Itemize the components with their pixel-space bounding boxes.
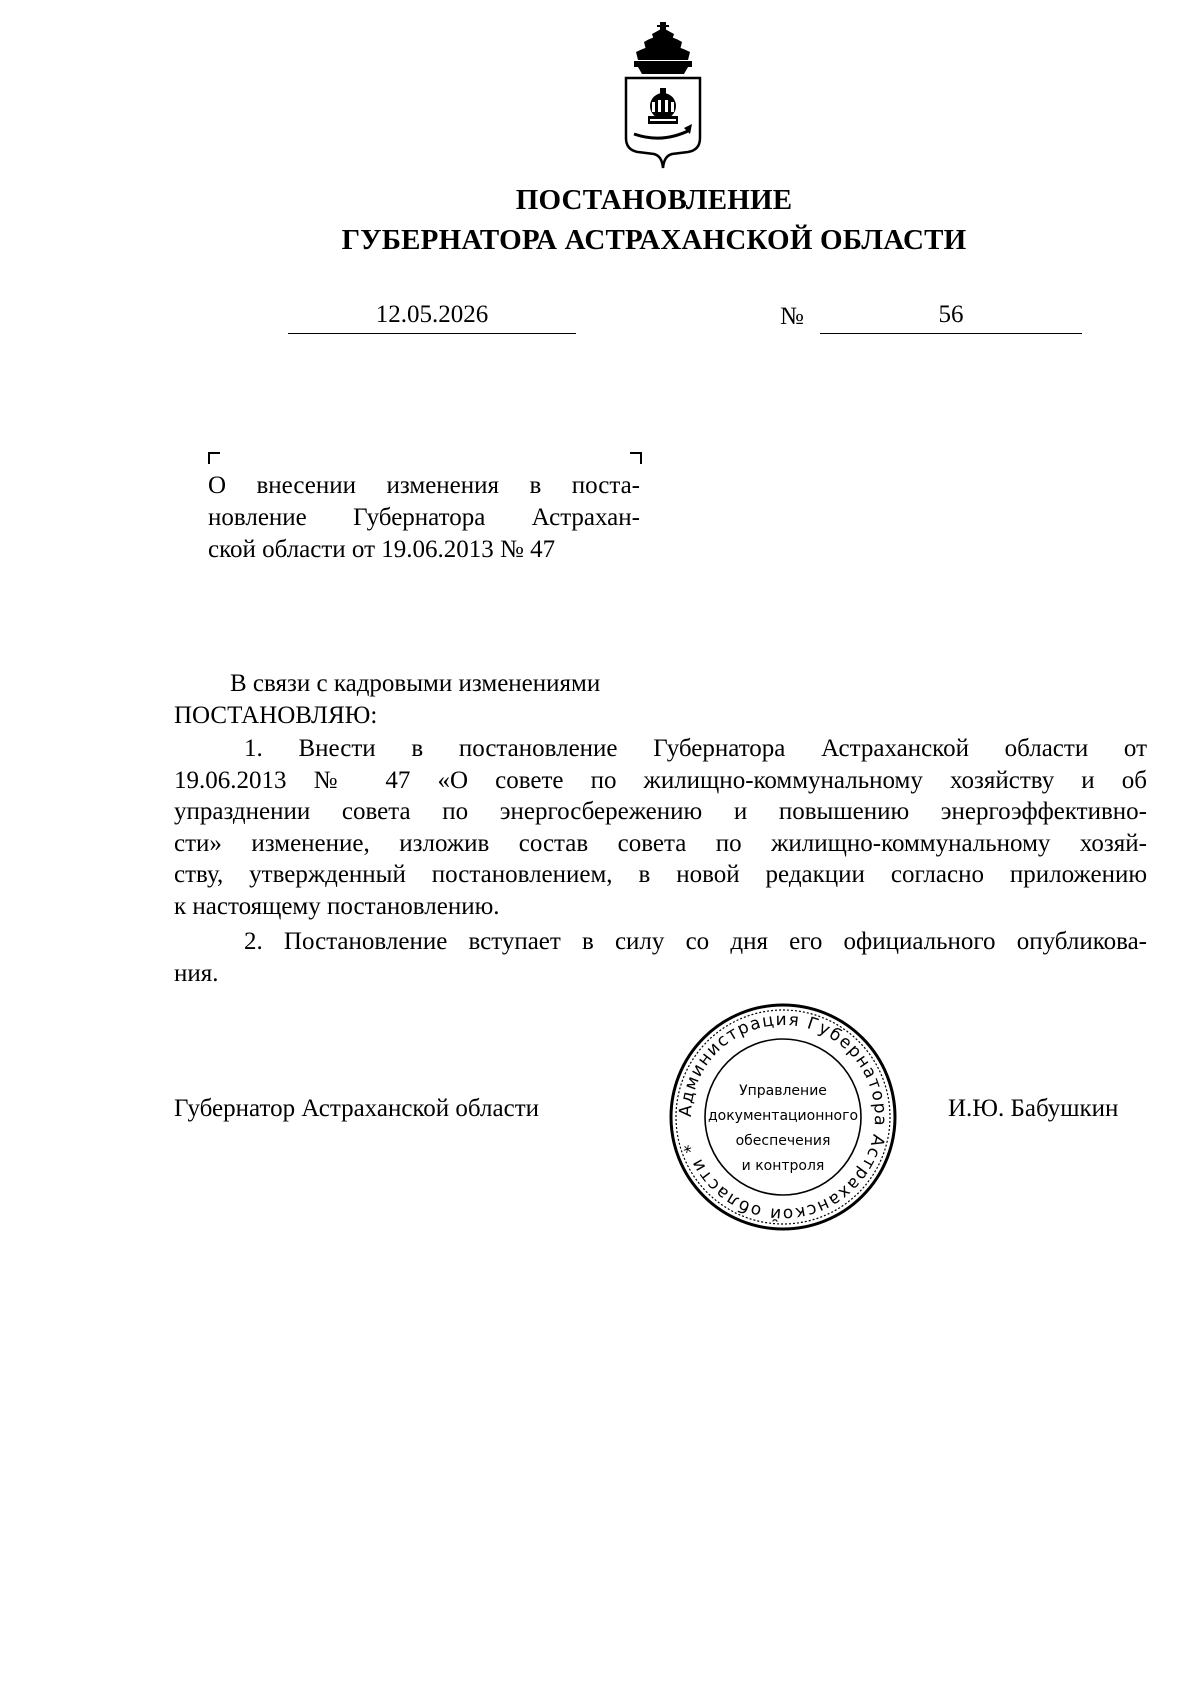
- seal-inner-line: Управление: [739, 1083, 827, 1099]
- paragraph-line: упразднении совета по энергосбережению и повышению энергоэффективно-: [174, 798, 1147, 825]
- paragraph-line: 1. Внести в постановление Губернатора Астраханской области от: [244, 735, 1147, 762]
- paragraph-line: ния.: [174, 959, 219, 987]
- document-number: 56: [820, 300, 1082, 334]
- paragraph-line: ству, утвержденный постановлением, в новой редакции согласно приложению: [174, 861, 1147, 888]
- subject-line: ской области от 19.06.2013 № 47: [208, 536, 556, 563]
- signer-position: Губернатор Астраханской области: [174, 1095, 540, 1122]
- coat-of-arms-icon: [622, 20, 704, 170]
- item-2-paragraph: [174, 926, 1147, 989]
- item-1-paragraph: [174, 733, 1147, 922]
- decree-word: ПОСТАНОВЛЯЮ:: [174, 702, 378, 729]
- paragraph-line: 2. Постановление вступает в силу со дня его официального опубликова-: [244, 928, 1147, 955]
- paragraph-line: 19.06.2013 № 47 «О совете по жилищно-коммунальному хозяйству и об: [174, 766, 1147, 794]
- subject-corner-mark-right: [630, 452, 642, 464]
- reason-paragraph: В связи с кадровыми изменениями: [230, 670, 601, 697]
- seal-inner-line: и контроля: [741, 1158, 825, 1174]
- number-sign: №: [780, 303, 804, 330]
- seal-ring-text: Администрация Губернатора Астраханской области *: [675, 1009, 891, 1225]
- seal-inner-line: документационного: [707, 1108, 859, 1124]
- official-seal-stamp: [668, 1002, 898, 1232]
- subject-corner-mark-left: [208, 452, 220, 464]
- seal-inner-line: обеспечения: [735, 1133, 831, 1149]
- document-type-title: ПОСТАНОВЛЕНИЕ: [515, 184, 793, 216]
- signer-name: И.Ю. Бабушкин: [948, 1095, 1119, 1122]
- paragraph-line: к настоящему постановлению.: [174, 892, 500, 920]
- document-date: 12.05.2026: [288, 300, 576, 334]
- issuer-title: ГУБЕРНАТОРА АСТРАХАНСКОЙ ОБЛАСТИ: [341, 224, 967, 256]
- subject-line: новление Губернатора Астрахан-: [208, 504, 640, 531]
- document-subject: [208, 470, 640, 566]
- paragraph-line: сти» изменение, изложив состав совета по жилищно-коммунальному хозяй-: [174, 829, 1147, 857]
- subject-line: О внесении изменения в поста-: [208, 472, 640, 499]
